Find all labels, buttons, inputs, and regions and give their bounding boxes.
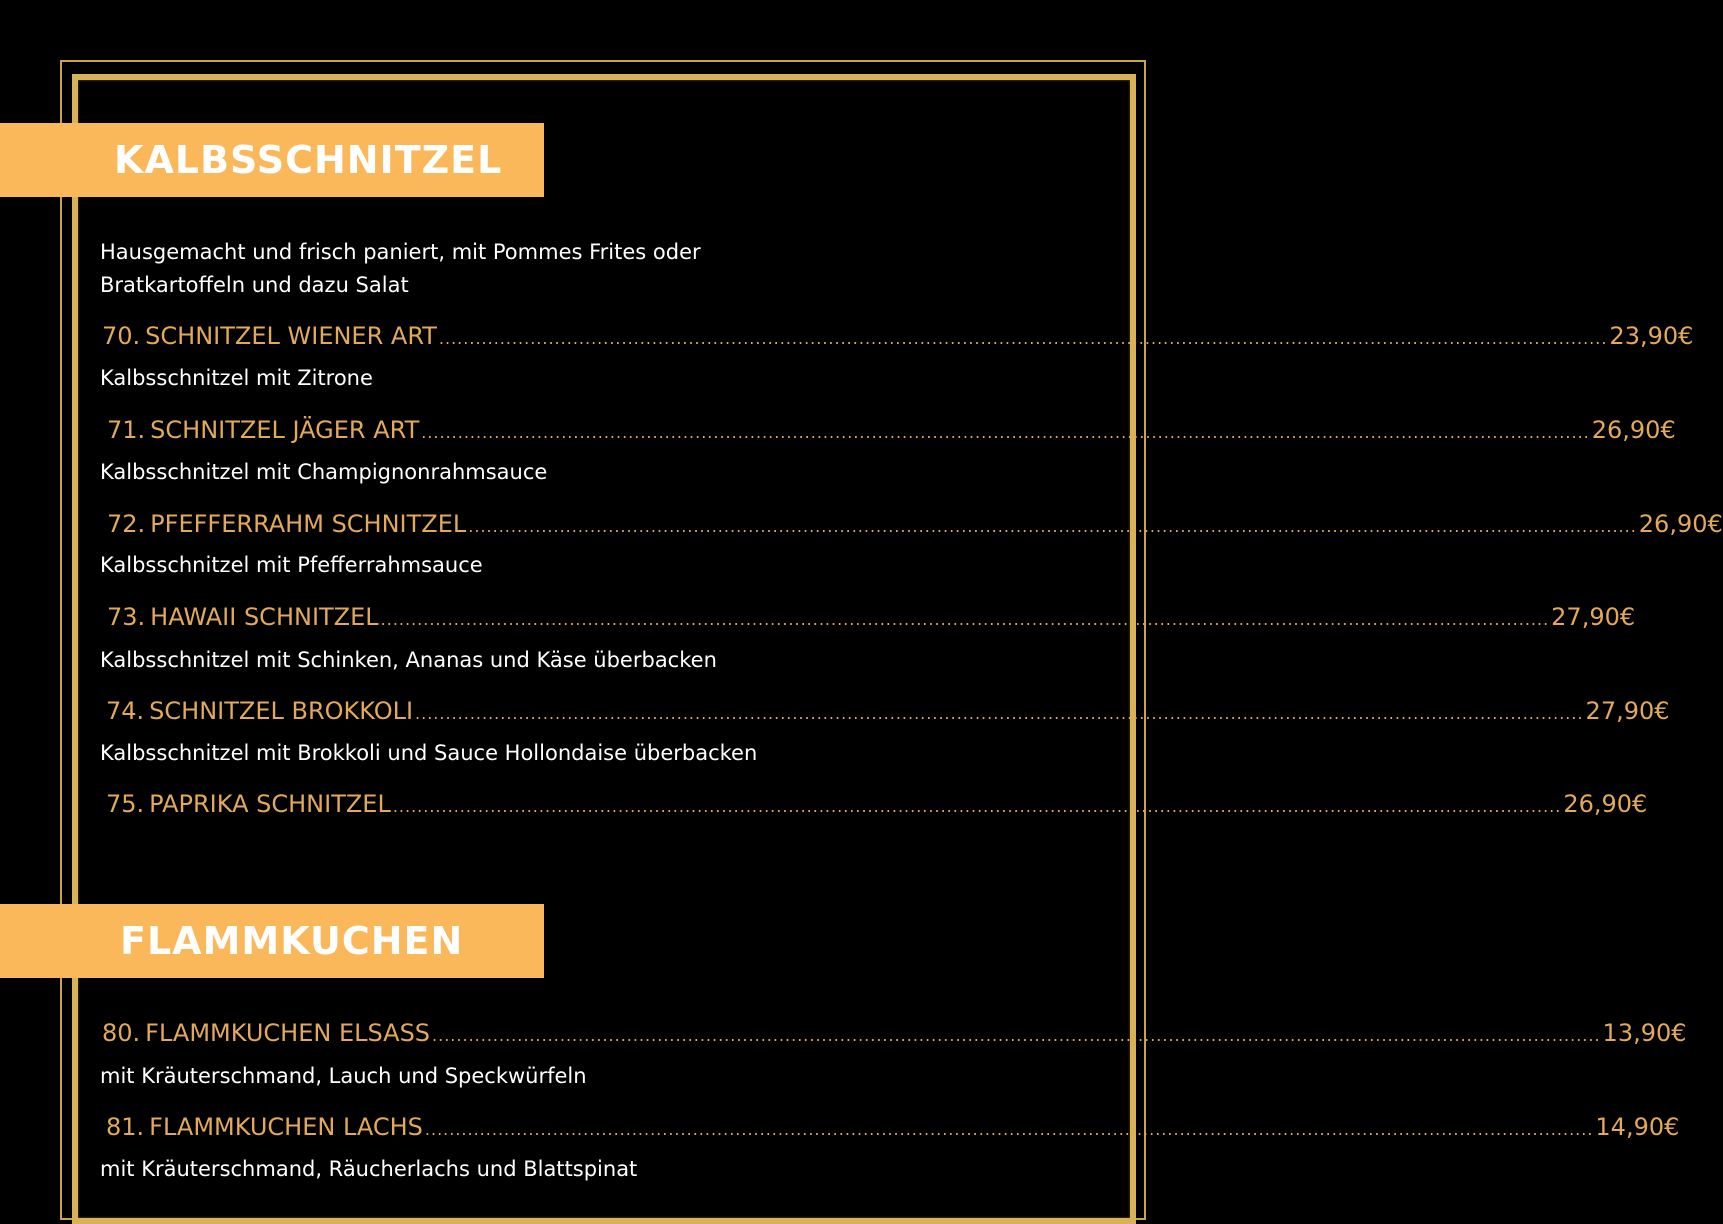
menu-item-74 [106, 697, 1670, 731]
item-price: 27,90€ [1551, 603, 1636, 631]
item-price: 27,90€ [1585, 697, 1670, 725]
item-name: FLAMMKUCHEN LACHS [149, 1113, 423, 1141]
dot-leader: ................................................................................................................................................................................................ [468, 517, 1637, 536]
menu-item-81 [106, 1113, 1680, 1147]
item-name: FLAMMKUCHEN ELSASS [145, 1019, 431, 1047]
dot-leader: ................................................................................................................................................................................................ [392, 797, 1562, 816]
item-name: SCHNITZEL WIENER ART [145, 322, 437, 350]
dot-leader: ................................................................................................................................................................................................ [424, 1120, 1594, 1139]
dot-leader: ................................................................................................................................................................................................ [432, 1026, 1601, 1045]
item-price: 13,90€ [1602, 1019, 1687, 1047]
menu-item-73 [107, 603, 1636, 637]
item-number: 75. [106, 790, 145, 818]
item-price: 14,90€ [1595, 1113, 1680, 1141]
dot-leader: ................................................................................................................................................................................................ [438, 329, 1608, 348]
menu-item-72 [107, 510, 1723, 544]
item-price: 26,90€ [1638, 510, 1723, 538]
section-intro: Hausgemacht und frisch paniert, mit Pommes Frites oder Bratkartoffeln und dazu Salat [100, 240, 701, 297]
dot-leader: ................................................................................................................................................................................................ [421, 423, 1590, 442]
section-title: KALBSSCHNITZEL [114, 138, 503, 182]
item-description: Kalbsschnitzel mit Champignonrahmsauce [100, 460, 548, 484]
item-number: 74. [106, 697, 145, 725]
menu-item-75 [106, 790, 1648, 824]
item-name: PFEFFERRAHM SCHNITZEL [150, 510, 467, 538]
section-banner-flammkuchen [0, 904, 544, 978]
item-name: SCHNITZEL BROKKOLI [149, 697, 414, 725]
item-number: 72. [107, 510, 146, 538]
item-price: 26,90€ [1563, 790, 1648, 818]
item-number: 81. [106, 1113, 145, 1141]
dot-leader: ................................................................................................................................................................................................ [415, 704, 1584, 723]
item-description: Kalbsschnitzel mit Pfefferrahmsauce [100, 553, 483, 577]
item-name: PAPRIKA SCHNITZEL [149, 790, 391, 818]
dot-leader: ................................................................................................................................................................................................ [380, 610, 1550, 629]
item-description: mit Kräuterschmand, Lauch und Speckwürfeln [100, 1064, 587, 1088]
item-description: Kalbsschnitzel mit Zitrone [100, 366, 373, 390]
menu-item-71 [107, 416, 1676, 450]
item-number: 70. [102, 322, 141, 350]
item-number: 80. [102, 1019, 141, 1047]
item-description: Kalbsschnitzel mit Schinken, Ananas und Käse überbacken [100, 648, 717, 672]
item-description: Kalbsschnitzel mit Brokkoli und Sauce Hollondaise überbacken [100, 741, 758, 765]
section-banner-kalbsschnitzel [0, 123, 544, 197]
menu-item-80 [102, 1019, 1687, 1053]
item-price: 26,90€ [1591, 416, 1676, 444]
item-name: SCHNITZEL JÄGER ART [150, 416, 420, 444]
item-name: HAWAII SCHNITZEL [150, 603, 379, 631]
item-number: 73. [107, 603, 146, 631]
item-price: 23,90€ [1609, 322, 1694, 350]
section-title: FLAMMKUCHEN [120, 919, 464, 963]
item-number: 71. [107, 416, 146, 444]
menu-item-70 [102, 322, 1694, 356]
item-description: mit Kräuterschmand, Räucherlachs und Blattspinat [100, 1157, 638, 1181]
